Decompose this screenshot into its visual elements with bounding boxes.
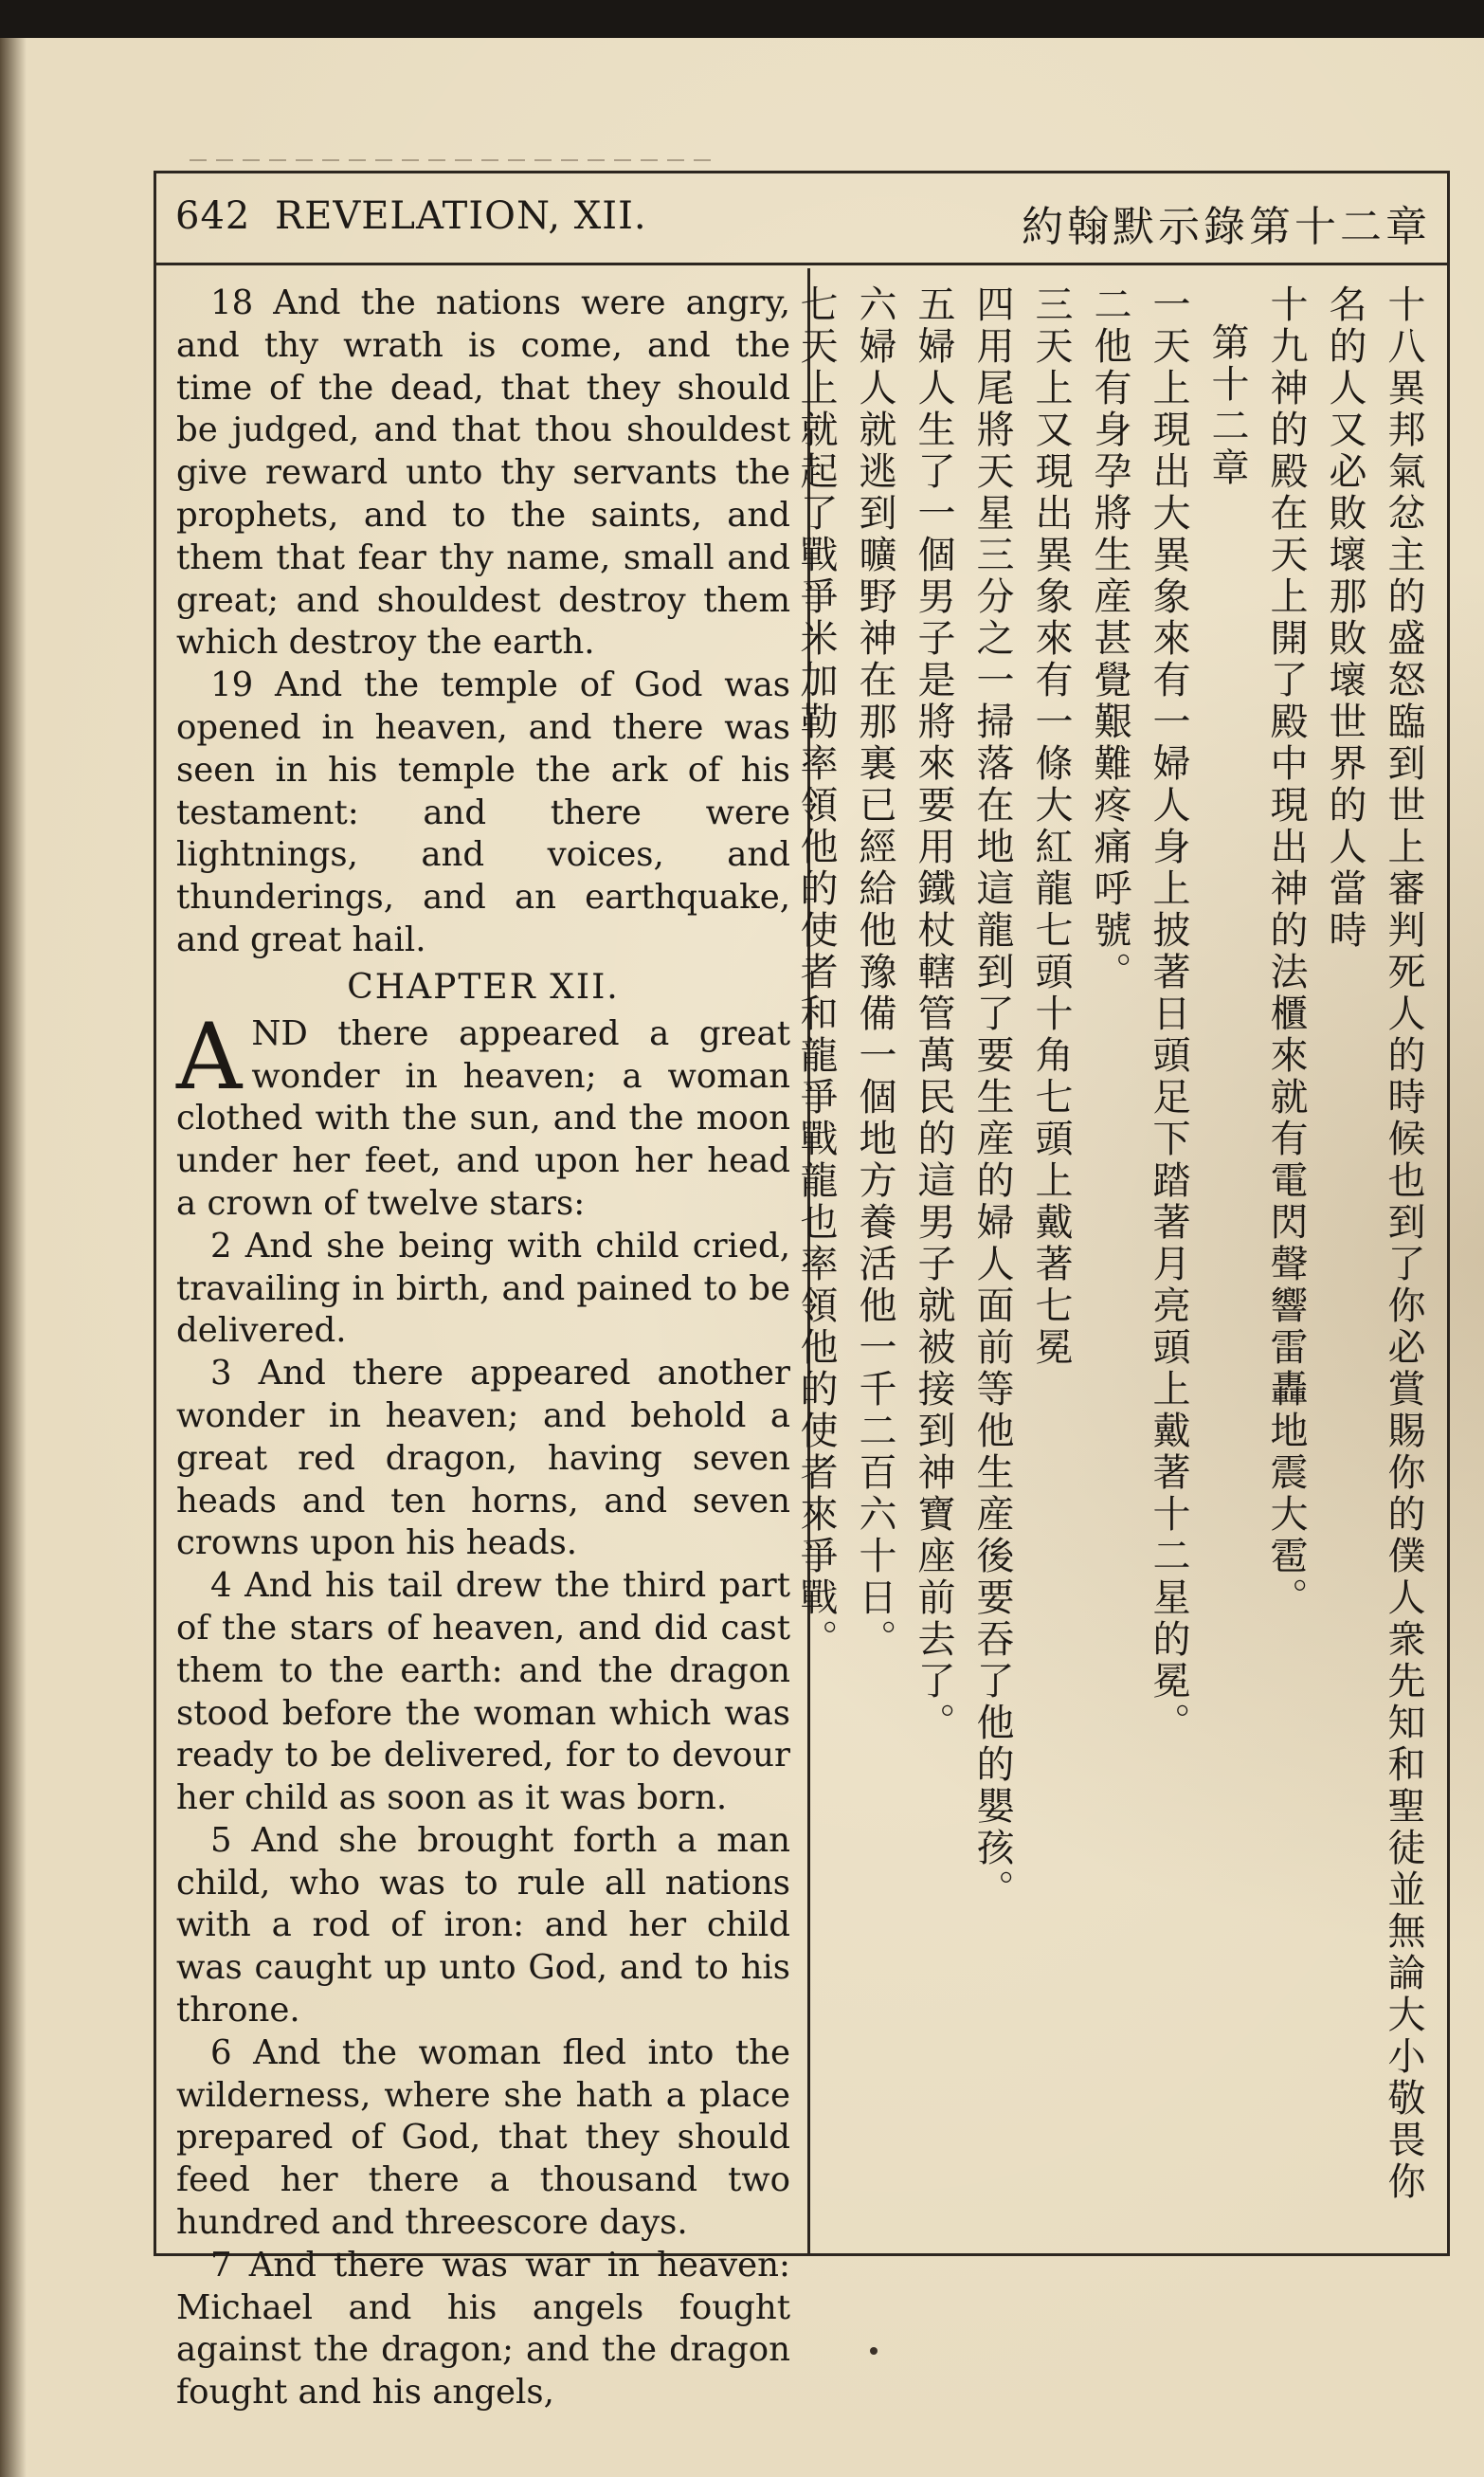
chinese-verse-11-19: 十九神的殿在天上開了殿中現出神的法櫃來就有電閃聲響雷轟地震大雹。: [1264, 284, 1308, 1619]
page-number: 642: [175, 194, 251, 238]
chinese-chapter-heading: 第十二章: [1205, 322, 1249, 489]
chinese-verse-12-6: 六婦人就逃到曠野神在那裏已經給他豫備一個地方養活他一千二百六十日。: [853, 284, 896, 1661]
chinese-verse-12-7: 七天上就起了戰爭米加勒率領他的使者和龍爭戰龍也率領他的使者來爭戰。: [794, 284, 838, 1661]
verse-11-18: 18 And the nations were angry, and thy wrath is come, and the time of the dead, that they should be judged, and that thou shouldest give reward unto thy servants the prophets, and to the saints, and them that fear thy name, small and great; and shouldest destroy them which destroy the earth.: [176, 283, 790, 663]
faded-top-rule: [190, 159, 720, 161]
verse-12-2: 2 And she being with child cried, travailing in birth, and pained to be delivered.: [176, 1226, 790, 1351]
footer-ornament: [870, 2347, 878, 2355]
verse-12-1: [176, 1003, 790, 1226]
chinese-verse-12-5: 五婦人生了一個男子是將來要用鐵杖轄管萬民的這男子就被接到神寶座前去了。: [912, 284, 955, 1744]
verse-12-1-text: ND there appeared a great wonder in heaven; a woman clothed with the sun, and the moon under her feet, and upon her head a crown of twelve stars:: [176, 1013, 790, 1223]
english-column: [176, 282, 790, 2414]
verse-11-19: 19 And the temple of God was opened in heaven, and there was seen in his temple the ark of his testament: and there were lightnings, and voices, and thunderings, and an earthquake, and great hail.: [176, 665, 790, 959]
verse-12-4: 4 And his tail drew the third part of the stars of heaven, and did cast them to the earth: and the dragon stood before the woman which was ready to be delivered, for to devour her child as soon as it was born.: [176, 1566, 790, 1818]
running-title: REVELATION, XII.: [275, 194, 647, 238]
chapter-heading: CHAPTER XII.: [347, 967, 620, 1007]
chinese-verse-12-1: 一天上現出大異象來有一婦人身上披著日頭足下踏著月亮頭上戴著十二星的冕。: [1147, 284, 1190, 1744]
chinese-verse-12-2: 二他有身孕將生産甚覺艱難疼痛呼號。: [1088, 284, 1131, 993]
chinese-column: [794, 284, 1433, 2237]
chinese-verse-12-3: 三天上又現出異象來有一條大紅龍七頭十角七頭上戴著七冕: [1029, 284, 1073, 1369]
verse-12-7: 7 And there was war in heaven: Michael and his angels fought against the dragon; and the dragon fought and his angels,: [176, 2245, 790, 2413]
chinese-running-title: 約翰默示錄第十二章: [1022, 203, 1431, 251]
drop-cap: A: [176, 1003, 243, 1110]
page-gutter-shadow: [0, 38, 27, 2477]
chinese-verse-11-18: 十八異邦氣忿主的盛怒臨到世上審判死人的時候也到了你必賞賜你的僕人衆先知和聖徒並無論大小敬畏你名的人又必敗壞那敗壞世界的人當時: [1323, 284, 1425, 2203]
chinese-verse-12-4: 四用尾將天星三分之一掃落在地這龍到了要生産的婦人面前等他生産後要吞了他的嬰孩。: [970, 284, 1014, 1911]
verse-12-3: 3 And there appeared another wonder in heaven; and behold a great red dragon, having seven heads and ten horns, and seven crowns upon his heads.: [176, 1354, 790, 1563]
verse-12-5: 5 And she brought forth a man child, who was to rule all nations with a rod of iron: and her child was caught up unto God, and to his throne.: [176, 1820, 790, 2031]
verse-12-6: 6 And the woman fled into the wilderness, where she hath a place prepared of God, that they should feed her there a thousand two hundred and threescore days.: [176, 2032, 790, 2243]
